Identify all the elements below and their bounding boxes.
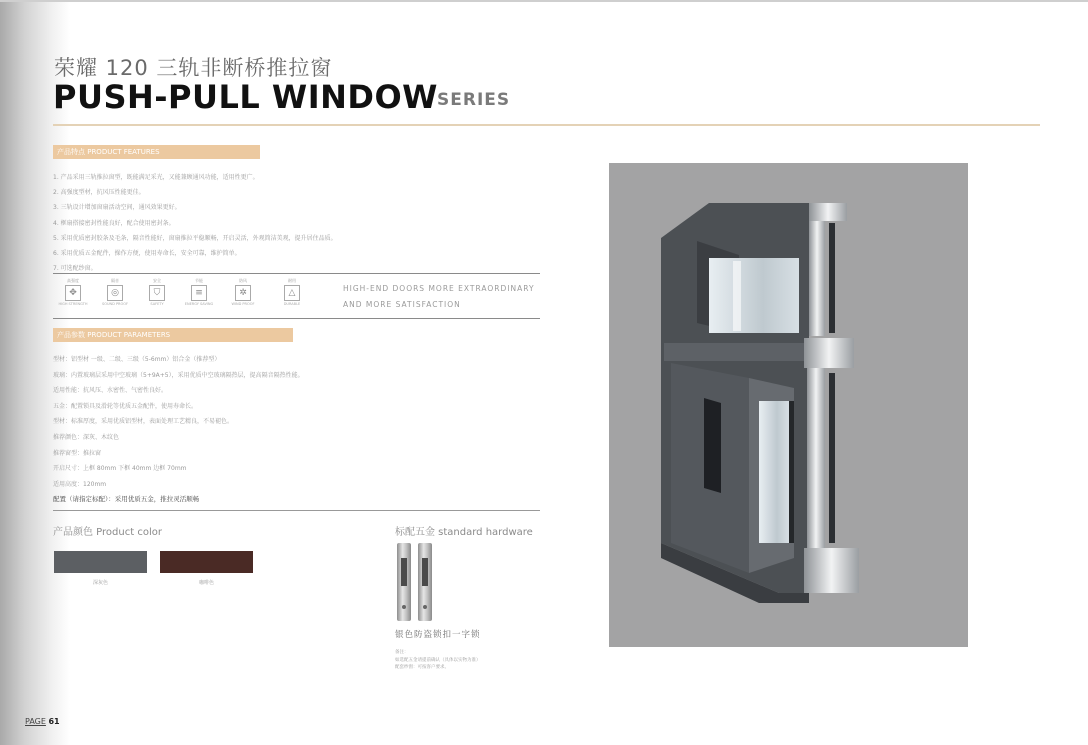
slogan bbox=[343, 281, 535, 313]
specs-section-heading: 产品参数 PRODUCT PARAMETERS bbox=[53, 328, 293, 342]
slogan-line: AND MORE SATISFACTION bbox=[343, 300, 461, 309]
soundproof-icon: ◎ bbox=[107, 285, 123, 301]
icon-label: 安全 bbox=[153, 278, 161, 283]
list-item: 型材：标准厚度，采用优质铝型材，表面处理工艺精良，不易褪色。 bbox=[53, 418, 234, 426]
icon-label: 防风 bbox=[239, 278, 247, 283]
color-swatch-gray bbox=[54, 551, 147, 573]
energy-icon: ≡ bbox=[191, 285, 207, 301]
note-line: 如选配五金请提前确认（具体以实物为准） bbox=[395, 657, 481, 663]
list-item: 3. 三轨设计增加窗扇活动空间，通风效果更好。 bbox=[53, 204, 181, 212]
strength-icon: ✥ bbox=[65, 285, 81, 301]
lock-handle-image bbox=[418, 543, 432, 621]
title-divider bbox=[53, 124, 1040, 126]
hardware-notes bbox=[395, 649, 481, 672]
icon-caption: HIGH STRENGTH bbox=[58, 302, 88, 306]
icon-caption: SAFETY bbox=[150, 302, 164, 306]
icon-label: 高强度 bbox=[67, 278, 79, 283]
features-section-heading: 产品特点 PRODUCT FEATURES bbox=[53, 145, 260, 159]
specs-list bbox=[53, 352, 533, 508]
page-title-chinese: 荣耀 120 三轨非断桥推拉窗 bbox=[54, 56, 333, 80]
page-number-value: 61 bbox=[48, 717, 60, 726]
feature-icon-safety bbox=[137, 278, 177, 306]
list-item-highlight: 配置（请指定标配）：采用优质五金，推拉灵活顺畅 bbox=[53, 495, 200, 504]
icon-label: 节能 bbox=[195, 278, 203, 283]
slogan-line: HIGH-END DOORS MORE EXTRAORDINARY bbox=[343, 284, 535, 293]
page-title: PUSH-PULL WINDOW bbox=[53, 78, 438, 116]
icon-caption: ENERGY SAVING bbox=[184, 302, 214, 306]
icon-label: 耐用 bbox=[288, 278, 296, 283]
list-item: 适用性能：抗风压、水密性、气密性良好。 bbox=[53, 387, 168, 395]
window-profile-illustration bbox=[609, 163, 968, 647]
page-number bbox=[25, 717, 60, 726]
list-item: 推荐颜色：深灰、木纹色 bbox=[53, 433, 120, 441]
feature-icon-durable bbox=[272, 278, 312, 306]
list-item: 五金：配置锁具及滑轮等优质五金配件，使用寿命长。 bbox=[53, 402, 198, 410]
list-item: 型材：铝型材 一级、二级、三级（5-6mm）铝合金（推荐型） bbox=[53, 356, 221, 363]
product-color-heading: 产品颜色 Product color bbox=[53, 527, 162, 538]
triangle-icon: △ bbox=[284, 285, 300, 301]
note-line: 配套纱窗：可按客户要求。 bbox=[395, 665, 449, 670]
list-item: 5. 采用优质密封胶条及毛条，隔音性能好，窗扇推拉平稳顺畅，开启灵活，外观简洁美观，提升居住品质。 bbox=[53, 234, 337, 242]
feature-icon-strength bbox=[53, 278, 93, 306]
top-border bbox=[0, 0, 1088, 2]
color-swatch-brown bbox=[160, 551, 253, 573]
list-item: 1. 产品采用三轨推拉窗型，既能满足采光，又能兼顾通风功能，适用性更广。 bbox=[53, 174, 259, 181]
icon-caption: DURABLE bbox=[283, 302, 301, 306]
feature-icon-energy bbox=[179, 278, 219, 306]
wind-icon: ✲ bbox=[235, 285, 251, 301]
icon-label: 隔音 bbox=[111, 278, 119, 283]
swatch-label: 深灰色 bbox=[92, 580, 108, 586]
list-item: 4. 框扇搭接密封性能良好，配合使用密封条。 bbox=[53, 219, 175, 227]
features-list bbox=[53, 170, 543, 276]
window-product-photo bbox=[609, 163, 968, 647]
list-item: 玻璃：内置玻璃层采用中空玻璃（5+9A+5），采用优质中空玻璃隔热层，提高隔音隔热性能。 bbox=[53, 371, 304, 379]
list-item: 6. 采用优质五金配件，操作方便，使用寿命长，安全可靠，维护简单。 bbox=[53, 249, 241, 257]
list-item: 开启尺寸：上框 80mm 下框 40mm 边框 70mm bbox=[53, 465, 187, 473]
list-item: 适用高度：120mm bbox=[53, 480, 107, 488]
list-item: 推荐窗型：推拉窗 bbox=[53, 449, 102, 457]
feature-icon-wind bbox=[223, 278, 263, 306]
icon-caption: SOUND PROOF bbox=[101, 302, 129, 306]
shield-icon: ⛉ bbox=[149, 285, 165, 301]
hardware-heading: 标配五金 standard hardware bbox=[395, 527, 533, 538]
note-line: 备注： bbox=[395, 650, 409, 655]
list-item: 2. 高强度型材，抗风压性能更佳。 bbox=[53, 189, 145, 197]
feature-icon-soundproof bbox=[95, 278, 135, 306]
series-label: SERIES bbox=[437, 90, 511, 110]
lock-handle-image bbox=[397, 543, 411, 621]
list-item: 7. 可选配纱窗。 bbox=[53, 265, 97, 273]
hardware-name: 银色防盗锁扣一字锁 bbox=[395, 630, 481, 640]
page-prefix: PAGE bbox=[25, 717, 46, 726]
icon-caption: WIND PROOF bbox=[231, 302, 255, 306]
specs-divider bbox=[53, 510, 540, 511]
swatch-label: 咖啡色 bbox=[198, 580, 214, 586]
